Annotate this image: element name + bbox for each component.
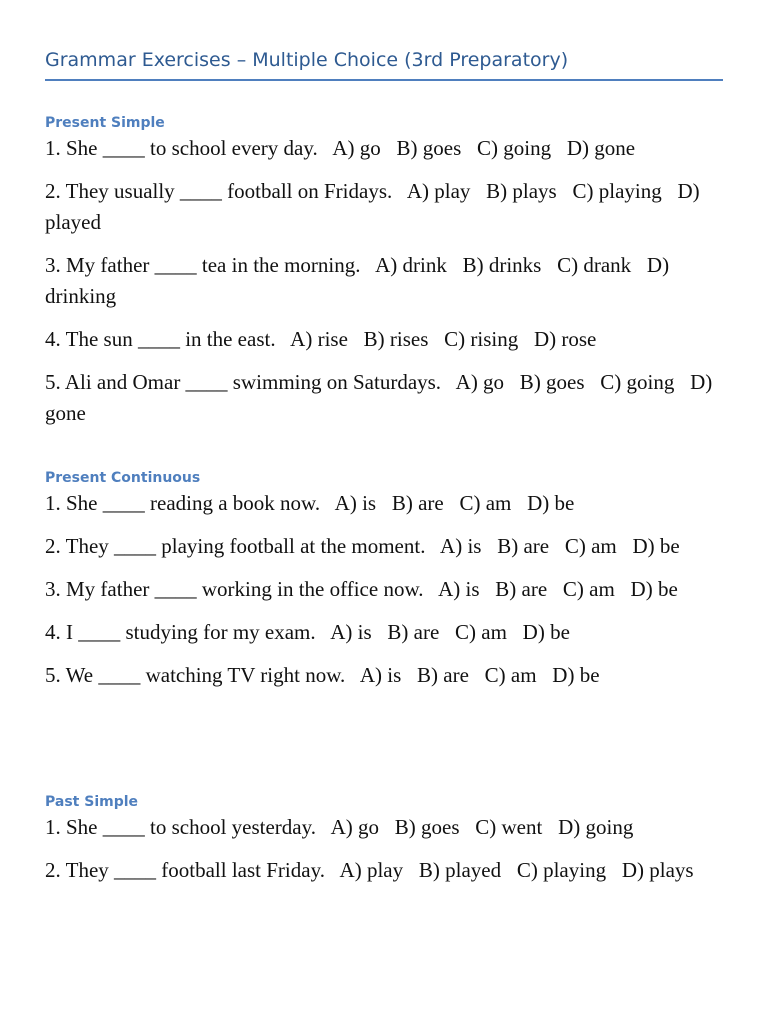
- question-item: 2. They ____ football last Friday. A) play B) played C) playing D) plays: [45, 858, 694, 882]
- question-item: 5. Ali and Omar ____ swimming on Saturdays. A) go B) goes C) going D) gone: [45, 370, 718, 425]
- question-item: 2. They usually ____ football on Fridays. A) play B) plays C) playing D) played: [45, 179, 705, 234]
- section-heading: Present Continuous: [45, 470, 201, 486]
- title-underline: [45, 79, 723, 81]
- question-item: 3. My father ____ tea in the morning. A) drink B) drinks C) drank D) drinking: [45, 253, 675, 308]
- section-heading: Past Simple: [45, 794, 139, 810]
- question-item: 5. We ____ watching TV right now. A) is B) are C) am D) be: [45, 663, 600, 687]
- question-item: 1. She ____ to school yesterday. A) go B) goes C) went D) going: [45, 815, 634, 839]
- question-item: 4. I ____ studying for my exam. A) is B) are C) am D) be: [45, 620, 570, 644]
- question-item: 3. My father ____ working in the office now. A) is B) are C) am D) be: [45, 577, 678, 601]
- question-item: 1. She ____ reading a book now. A) is B) are C) am D) be: [45, 491, 575, 515]
- section-present-simple: [45, 113, 723, 441]
- section-past-simple: [45, 792, 723, 898]
- section-present-continuous: [45, 468, 723, 703]
- section-heading: Present Simple: [45, 115, 165, 131]
- document-title: Grammar Exercises – Multiple Choice (3rd Preparatory): [45, 49, 569, 71]
- question-item: 1. She ____ to school every day. A) go B) goes C) going D) gone: [45, 136, 636, 160]
- question-item: 4. The sun ____ in the east. A) rise B) rises C) rising D) rose: [45, 327, 597, 351]
- question-item: 2. They ____ playing football at the moment. A) is B) are C) am D) be: [45, 534, 680, 558]
